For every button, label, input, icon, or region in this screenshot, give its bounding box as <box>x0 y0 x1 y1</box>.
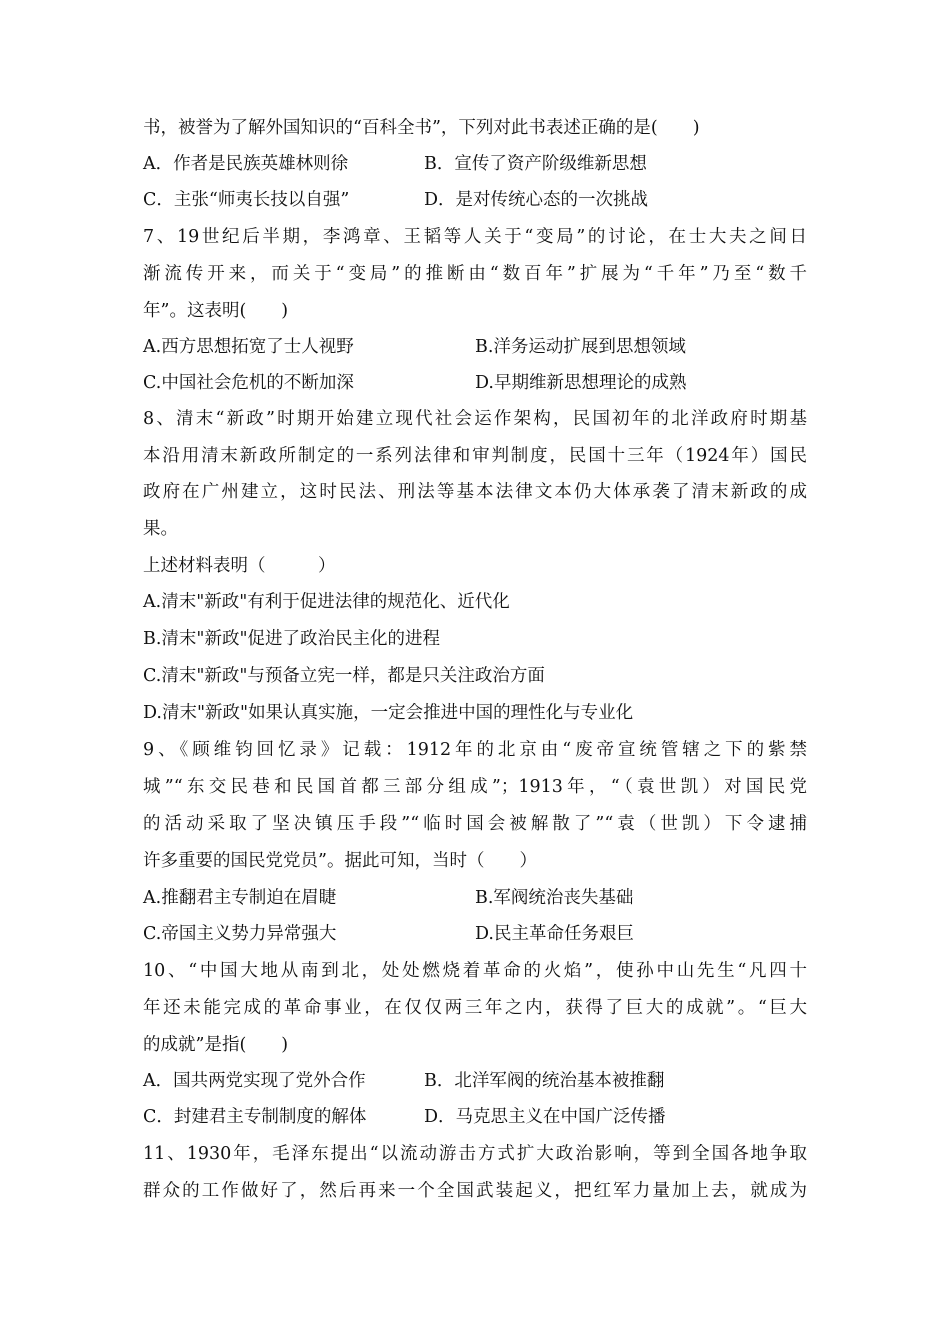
q7-option-b: B.洋务运动扩展到思想领域 <box>475 337 686 357</box>
q8-option-c: C.清末"新政"与预备立宪一样，都是只关注政治方面 <box>143 666 545 686</box>
q10-stem-line-2: 年还未能完成的革命事业，在仅仅两三年之内，获得了巨大的成就”。“巨大 <box>143 998 807 1018</box>
q9-option-d: D.民主革命任务艰巨 <box>475 924 634 944</box>
q9-stem-line-1: 9、《顾维钧回忆录》记载：1912年的北京由“废帝宣统管辖之下的紫禁 <box>143 740 807 760</box>
q7-option-d: D.早期维新思想理论的成熟 <box>475 373 687 393</box>
q6-option-a: A．作者是民族英雄林则徐 <box>143 154 349 174</box>
q6-option-d: D．是对传统心态的一次挑战 <box>424 190 649 210</box>
q8-stem-line-3: 政府在广州建立，这时民法、刑法等基本法律文本仍大体承袭了清末新政的成 <box>143 482 807 502</box>
q10-option-a: A．国共两党实现了党外合作 <box>143 1071 366 1091</box>
q7-stem-line-1: 7、19世纪后半期，李鸿章、王韬等人关于“变局”的讨论，在士大夫之间日 <box>143 227 807 247</box>
q9-stem-line-2: 城”“东交民巷和民国首都三部分组成”；1913年，“（袁世凯）对国民党 <box>143 777 807 797</box>
q7-stem-line-2: 渐流传开来，而关于“变局”的推断由“数百年”扩展为“千年”乃至“数千 <box>143 264 807 284</box>
q7-option-c: C.中国社会危机的不断加深 <box>143 373 354 393</box>
q11-stem-line-1: 11、1930年，毛泽东提出“以流动游击方式扩大政治影响，等到全国各地争取 <box>143 1144 807 1164</box>
q7-option-a: A.西方思想拓宽了士人视野 <box>143 337 354 357</box>
q10-stem-line-3: 的成就”是指( ) <box>143 1035 289 1055</box>
q11-stem-line-2: 群众的工作做好了，然后再来一个全国武装起义，把红军力量加上去，就成为 <box>143 1181 807 1201</box>
q6-option-b: B．宣传了资产阶级维新思想 <box>424 154 647 174</box>
q10-option-d: D．马克思主义在中国广泛传播 <box>424 1107 666 1127</box>
q8-stem-line-4: 果。 <box>143 519 178 539</box>
q6-option-c: C．主张“师夷长技以自强” <box>143 190 350 210</box>
q9-stem-line-3: 的活动采取了坚决镇压手段”“临时国会被解散了”“袁（世凯）下令逮捕 <box>143 814 807 834</box>
q9-option-a: A.推翻君主专制迫在眉睫 <box>143 888 337 908</box>
q10-option-b: B．北洋军阀的统治基本被推翻 <box>424 1071 665 1091</box>
q6-stem-continued: 书，被誉为了解外国知识的“百科全书”，下列对此书表述正确的是( ) <box>143 118 700 138</box>
q10-stem-line-1: 10、“中国大地从南到北，处处燃烧着革命的火焰”，使孙中山先生“凡四十 <box>143 961 807 981</box>
q8-option-d: D.清末"新政"如果认真实施，一定会推进中国的理性化与专业化 <box>143 703 634 723</box>
q9-option-b: B.军阀统治丧失基础 <box>475 888 634 908</box>
q9-stem-line-4: 许多重要的国民党党员”。据此可知，当时（ ） <box>143 851 537 871</box>
q8-stem-line-2: 本沿用清末新政所制定的一系列法律和审判制度，民国十三年（1924年）国民 <box>143 446 807 466</box>
q8-stem-line-1: 8、清末“新政”时期开始建立现代社会运作架构，民国初年的北洋政府时期基 <box>143 409 807 429</box>
q8-question: 上述材料表明（ ） <box>143 556 336 576</box>
q8-option-b: B.清末"新政"促进了政治民主化的进程 <box>143 629 441 649</box>
q9-option-c: C.帝国主义势力异常强大 <box>143 924 337 944</box>
q7-stem-line-3: 年”。这表明( ) <box>143 301 289 321</box>
q8-option-a: A.清末"新政"有利于促进法律的规范化、近代化 <box>143 592 510 612</box>
q10-option-c: C．封建君主专制制度的解体 <box>143 1107 367 1127</box>
